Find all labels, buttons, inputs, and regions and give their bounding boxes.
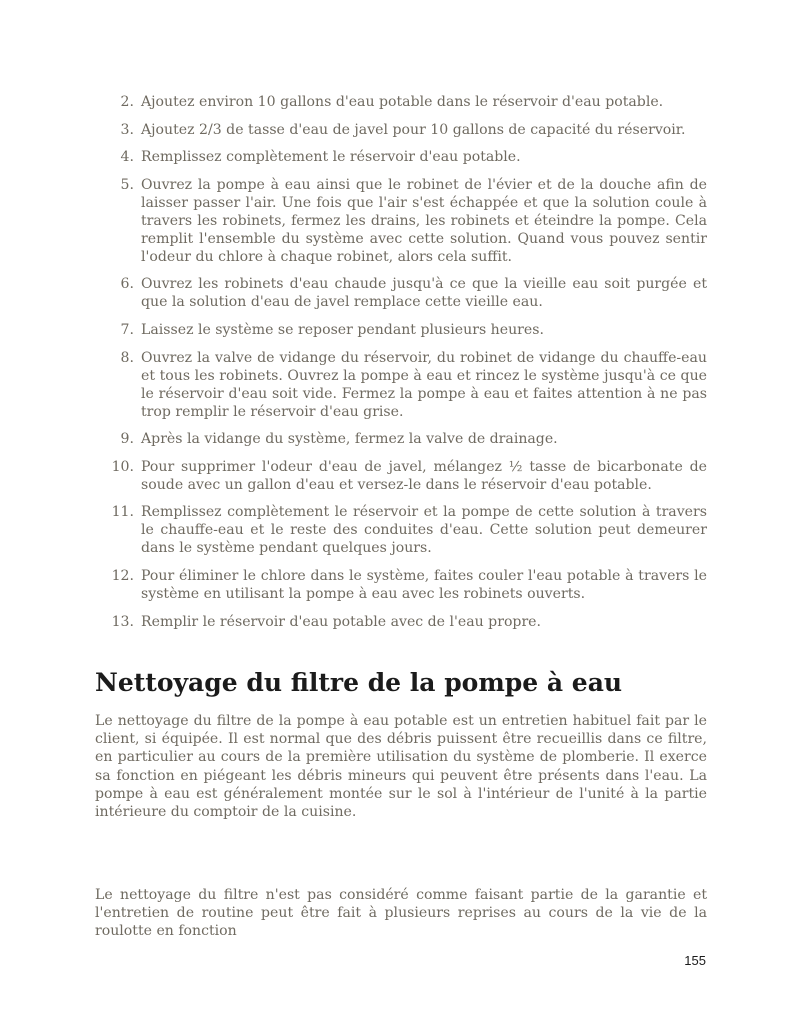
- step-number: 3.: [120, 121, 134, 138]
- step-number: 7.: [120, 321, 134, 338]
- list-item: [95, 93, 707, 111]
- list-item: [95, 613, 707, 631]
- list-item: [95, 176, 707, 266]
- step-text: Ajoutez environ 10 gallons d'eau potable dans le réservoir d'eau potable.: [141, 94, 664, 110]
- step-number: 8.: [120, 349, 134, 366]
- step-text: Pour supprimer l'odeur d'eau de javel, mélangez ½ tasse de bicarbonate de soude avec un gallon d'eau et versez-le dans le réservoir d'eau potable.: [141, 458, 707, 493]
- list-item: [95, 430, 707, 448]
- list-item: [95, 121, 707, 139]
- step-number: 12.: [111, 567, 134, 584]
- step-text: Ajoutez 2/3 de tasse d'eau de javel pour 10 gallons de capacité du réservoir.: [141, 121, 686, 138]
- step-number: 9.: [120, 431, 134, 448]
- step-number: 6.: [120, 276, 134, 293]
- step-number: 2.: [120, 94, 134, 110]
- section-heading: Nettoyage du filtre de la pompe à eau: [95, 668, 623, 697]
- step-text: Ouvrez les robinets d'eau chaude jusqu'à ce que la vieille eau soit purgée et que la solution d'eau de javel remplace cette vieille eau.: [141, 276, 707, 311]
- list-item: [95, 458, 707, 494]
- step-text: Pour éliminer le chlore dans le système, faites couler l'eau potable à travers le système en utilisant la pompe à eau avec les robinets ouverts.: [141, 567, 707, 602]
- step-text: Ouvrez la pompe à eau ainsi que le robinet de l'évier et de la douche afin de laisser passer l'air. Une fois que l'air s'est échappée et que la solution coule à travers les robinets, fermez les drains, les robinets et éteindre la pompe. Cela remplit l'ensemble du système avec cette solution. Quand vous pouvez sentir l'odeur du chlore à chaque robinet, alors cela suffit.: [141, 176, 707, 265]
- step-text: Ouvrez la valve de vidange du réservoir, du robinet de vidange du chauffe-eau et tous les robinets. Ouvrez la pompe à eau et rincez le système jusqu'à ce que le réservoir d'eau soit vide. Fermez la pompe à eau et faites attention à ne pas trop remplir le réservoir d'eau grise.: [141, 349, 707, 420]
- step-text: Remplissez complètement le réservoir d'eau potable.: [141, 149, 521, 166]
- step-text: Remplir le réservoir d'eau potable avec de l'eau propre.: [141, 613, 542, 630]
- step-number: 10.: [111, 458, 134, 475]
- list-item: [95, 567, 707, 603]
- step-text: Remplissez complètement le réservoir et la pompe de cette solution à travers le chauffe-eau et le reste des conduites d'eau. Cette solution peut demeurer dans le système pendant quelques jours.: [141, 504, 707, 557]
- procedure-steps-list: [95, 93, 707, 640]
- page-number: 155: [684, 953, 706, 968]
- list-item: [95, 503, 707, 557]
- step-number: 5.: [120, 176, 134, 193]
- list-item: [95, 321, 707, 339]
- body-paragraph: Le nettoyage du filtre n'est pas considéré comme faisant partie de la garantie et l'entretien de routine peut être fait à plusieurs reprises au cours de la vie de la roulotte en fonction: [95, 887, 707, 940]
- step-number: 4.: [120, 149, 134, 166]
- step-number: 13.: [111, 613, 134, 630]
- step-number: 11.: [111, 504, 134, 521]
- body-paragraph: Le nettoyage du filtre de la pompe à eau potable est un entretien habituel fait par le client, si équipée. Il est normal que des débris puissent être recueillis dans ce filtre, en particulier au cours de la première utilisation du système de plomberie. Il exerce sa fonction en piégeant les débris mineurs qui peuvent être présents dans l'eau. La pompe à eau est généralement montée sur le sol à l'intérieur de l'unité à la partie intérieure du comptoir de la cuisine.: [95, 713, 707, 821]
- list-item: [95, 349, 707, 421]
- step-text: Après la vidange du système, fermez la valve de drainage.: [141, 431, 558, 448]
- list-item: [95, 275, 707, 311]
- step-text: Laissez le système se reposer pendant plusieurs heures.: [141, 321, 544, 338]
- list-item: [95, 148, 707, 166]
